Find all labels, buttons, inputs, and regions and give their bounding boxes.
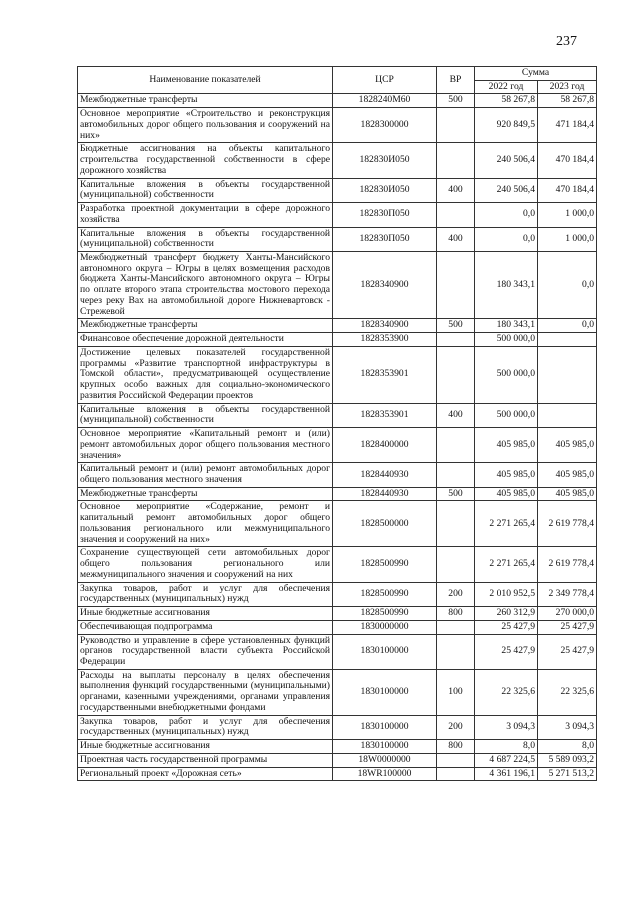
row-name: Закупка товаров, работ и услуг для обеспечения государственных (муниципальных) нужд [78,582,333,606]
row-sum-2022: 2 271 265,4 [475,501,538,547]
row-vr: 800 [437,740,475,754]
table-row [78,227,597,251]
row-sum-2023 [538,403,597,427]
table-row [78,669,597,715]
row-name: Руководство и управление в сфере установленных функций органов государственной власти субъекта Российской Федерации [78,634,333,669]
row-csr: 1828353901 [333,403,437,427]
row-sum-2023: 58 267,8 [538,94,597,108]
row-name: Региональный проект «Дорожная сеть» [78,767,333,781]
row-csr: 1828500990 [333,547,437,582]
row-name: Достижение целевых показателей государственной программы «Развитие транспортной инфраструктуры в Томской области», предусматривающей осуществление крупных особо важных для социально-экономического развития Российской Федерации проектов [78,346,333,403]
row-csr: 1828500990 [333,582,437,606]
row-name: Межбюджетные трансферты [78,487,333,501]
table-row [78,346,597,403]
row-name: Основное мероприятие «Содержание, ремонт и капитальный ремонт автомобильных дорог общего пользования регионального или межмуниципального значения и сооружений на них» [78,501,333,547]
row-vr [437,428,475,463]
row-csr: 1828400000 [333,428,437,463]
row-name: Основное мероприятие «Строительство и реконструкция автомобильных дорог общего пользования и сооружений на них» [78,108,333,143]
row-sum-2023: 405 985,0 [538,487,597,501]
row-sum-2022: 180 343,1 [475,319,538,333]
table-row [78,108,597,143]
header-sum: Сумма [475,67,597,81]
row-sum-2022: 2 271 265,4 [475,547,538,582]
row-name: Сохранение существующей сети автомобильных дорог общего пользования регионального или межмуниципального значения и сооружений на них [78,547,333,582]
row-csr: 1828340900 [333,252,437,319]
row-name: Обеспечивающая подпрограмма [78,620,333,634]
row-sum-2022: 405 985,0 [475,463,538,487]
header-vr: ВР [437,67,475,94]
row-vr [437,767,475,781]
row-name: Капитальные вложения в объекты государственной (муниципальной) собственности [78,403,333,427]
row-sum-2022: 2 010 952,5 [475,582,538,606]
budget-table [77,66,597,781]
row-csr: 1830000000 [333,620,437,634]
table-row [78,582,597,606]
row-sum-2023: 471 184,4 [538,108,597,143]
row-sum-2023: 405 985,0 [538,463,597,487]
table-row [78,319,597,333]
table-row [78,143,597,178]
row-vr: 500 [437,94,475,108]
table-row [78,428,597,463]
row-sum-2022: 920 849,5 [475,108,538,143]
row-sum-2023: 0,0 [538,252,597,319]
row-csr: 182830И050 [333,143,437,178]
row-name: Расходы на выплаты персоналу в целях обеспечения выполнения функций государственными (муниципальными) органами, казенными учреждениями, органами управления государственными внебюджетными фондами [78,669,333,715]
row-csr: 1828440930 [333,487,437,501]
row-csr: 1828500990 [333,607,437,621]
row-vr [437,463,475,487]
row-name: Проектная часть государственной программы [78,753,333,767]
row-sum-2023: 25 427,9 [538,620,597,634]
table-row [78,740,597,754]
row-sum-2022: 240 506,4 [475,143,538,178]
table-body [78,94,597,781]
row-vr: 800 [437,607,475,621]
row-csr: 182830П050 [333,203,437,227]
table-row [78,94,597,108]
row-sum-2023: 5 589 093,2 [538,753,597,767]
row-name: Финансовое обеспечение дорожной деятельности [78,333,333,347]
row-sum-2022: 405 985,0 [475,487,538,501]
table-row [78,178,597,202]
row-csr: 1828300000 [333,108,437,143]
row-csr: 182830П050 [333,227,437,251]
row-sum-2022: 4 687 224,5 [475,753,538,767]
row-csr: 1830100000 [333,634,437,669]
row-sum-2023 [538,333,597,347]
row-sum-2023: 25 427,9 [538,634,597,669]
row-sum-2022: 3 094,3 [475,715,538,739]
row-csr: 1830100000 [333,715,437,739]
row-sum-2023: 1 000,0 [538,203,597,227]
table-row [78,203,597,227]
row-sum-2022: 8,0 [475,740,538,754]
row-sum-2023: 22 325,6 [538,669,597,715]
row-sum-2022: 500 000,0 [475,346,538,403]
row-vr [437,108,475,143]
table-row [78,501,597,547]
row-vr [437,143,475,178]
table-row [78,715,597,739]
table-row [78,463,597,487]
table-row [78,252,597,319]
row-name: Межбюджетный трансферт бюджету Ханты-Мансийского автономного округа – Югры в целях возмещения расходов бюджета Ханты-Мансийского автономного округа – Югры по оплате второго этапа строительства мостового перехода через реку Вах на автомобильной дороге Нижневартовск - Стрежевой [78,252,333,319]
row-sum-2022: 240 506,4 [475,178,538,202]
row-vr: 500 [437,319,475,333]
row-name: Капитальные вложения в объекты государственной (муниципальной) собственности [78,227,333,251]
row-csr: 1828353900 [333,333,437,347]
row-name: Бюджетные ассигнования на объекты капитального строительства государственной собственности в сфере дорожного хозяйства [78,143,333,178]
row-name: Межбюджетные трансферты [78,94,333,108]
row-sum-2023: 405 985,0 [538,428,597,463]
row-csr: 18W0000000 [333,753,437,767]
row-sum-2022: 405 985,0 [475,428,538,463]
table-row [78,547,597,582]
row-name: Капитальный ремонт и (или) ремонт автомобильных дорог общего пользования местного значения [78,463,333,487]
row-sum-2022: 500 000,0 [475,403,538,427]
row-vr: 200 [437,715,475,739]
row-sum-2023: 2 349 778,4 [538,582,597,606]
row-sum-2022: 25 427,9 [475,620,538,634]
page-number: 237 [556,34,577,49]
header-csr: ЦСР [333,67,437,94]
row-vr: 200 [437,582,475,606]
row-vr [437,634,475,669]
row-vr [437,547,475,582]
row-sum-2022: 25 427,9 [475,634,538,669]
row-csr: 1828340900 [333,319,437,333]
row-sum-2022: 260 312,9 [475,607,538,621]
row-sum-2023: 2 619 778,4 [538,501,597,547]
row-csr: 18WR100000 [333,767,437,781]
row-vr: 400 [437,178,475,202]
row-sum-2023 [538,346,597,403]
row-sum-2023: 5 271 513,2 [538,767,597,781]
table-row [78,620,597,634]
row-sum-2022: 22 325,6 [475,669,538,715]
row-sum-2022: 0,0 [475,203,538,227]
row-sum-2022: 58 267,8 [475,94,538,108]
table-row [78,403,597,427]
row-name: Иные бюджетные ассигнования [78,740,333,754]
row-vr [437,333,475,347]
row-sum-2023: 3 094,3 [538,715,597,739]
table-row [78,333,597,347]
row-name: Межбюджетные трансферты [78,319,333,333]
row-name: Капитальные вложения в объекты государственной (муниципальной) собственности [78,178,333,202]
row-vr: 500 [437,487,475,501]
row-sum-2022: 180 343,1 [475,252,538,319]
row-vr: 400 [437,227,475,251]
row-csr: 1828353901 [333,346,437,403]
row-vr [437,620,475,634]
row-vr [437,346,475,403]
row-csr: 182830И050 [333,178,437,202]
table-row [78,487,597,501]
row-csr: 1828500000 [333,501,437,547]
row-name: Разработка проектной документации в сфере дорожного хозяйства [78,203,333,227]
row-vr: 400 [437,403,475,427]
row-csr: 1828240М60 [333,94,437,108]
row-csr: 1828440930 [333,463,437,487]
row-sum-2023: 470 184,4 [538,178,597,202]
header-year-2023: 2023 год [538,80,597,94]
row-sum-2023: 1 000,0 [538,227,597,251]
table-row [78,753,597,767]
row-sum-2023: 270 000,0 [538,607,597,621]
row-vr [437,203,475,227]
row-sum-2022: 0,0 [475,227,538,251]
row-name: Основное мероприятие «Капитальный ремонт и (или) ремонт автомобильных дорог общего пользования местного значения» [78,428,333,463]
row-vr [437,252,475,319]
row-vr [437,753,475,767]
header-year-2022: 2022 год [475,80,538,94]
row-csr: 1830100000 [333,669,437,715]
row-sum-2023: 2 619 778,4 [538,547,597,582]
row-csr: 1830100000 [333,740,437,754]
row-vr: 100 [437,669,475,715]
row-sum-2023: 8,0 [538,740,597,754]
row-name: Закупка товаров, работ и услуг для обеспечения государственных (муниципальных) нужд [78,715,333,739]
row-sum-2023: 470 184,4 [538,143,597,178]
row-name: Иные бюджетные ассигнования [78,607,333,621]
row-sum-2022: 4 361 196,1 [475,767,538,781]
row-sum-2023: 0,0 [538,319,597,333]
row-sum-2022: 500 000,0 [475,333,538,347]
table-row [78,634,597,669]
table-row [78,607,597,621]
table-row [78,767,597,781]
header-name: Наименование показателей [78,67,333,94]
row-vr [437,501,475,547]
